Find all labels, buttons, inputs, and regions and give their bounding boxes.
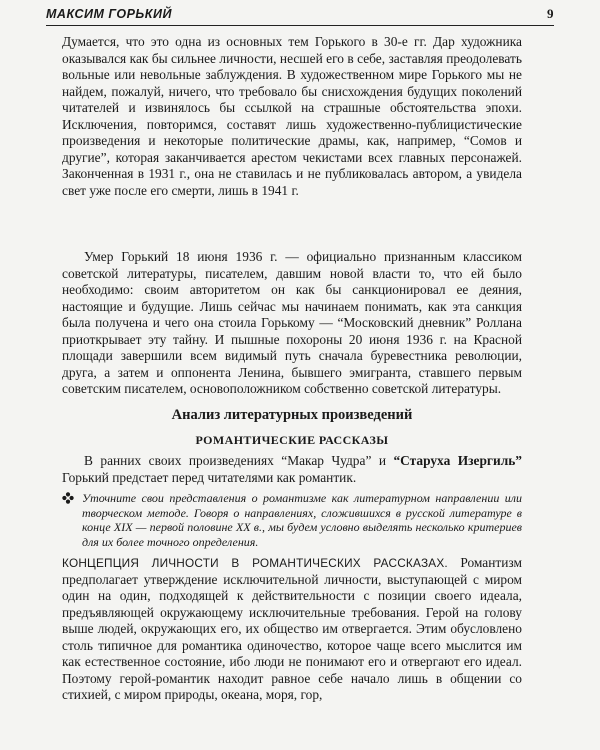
task-text: Уточните свои представления о романтизме как литературном направлении или творческом методе. Говоря о направлениях, сложившихся в русской литературе в конце XIX — первой половине XX в., мы будем условно выделять несколько критериев для их более точного определения.	[82, 491, 522, 549]
intro-text-after: Горький предстает перед читателями как романтик.	[62, 469, 357, 485]
section-title: Анализ литературных произведений	[171, 407, 413, 423]
concept-paragraph	[62, 555, 522, 704]
body-paragraph-2	[62, 249, 522, 398]
running-header-author: МАКСИМ ГОРЬКИЙ	[46, 7, 172, 21]
concept-lead-caps: КОНЦЕПЦИЯ ЛИЧНОСТИ В РОМАНТИЧЕСКИХ РАССКАЗАХ.	[62, 556, 448, 570]
subsection-title: РОМАНТИЧЕСКИЕ РАССКАЗЫ	[195, 433, 389, 447]
running-header	[46, 4, 554, 24]
header-rule	[46, 25, 554, 26]
concept-text: Романтизм предполагает утверждение исключительной личности, выступающей с миром один на один, подходящей к действительности с позиции своего идеала, предъявляющей окружающему исключительные требования. Герой на голову выше людей, окружающих его, их общество им отвергается. Этим обусловлено столь типичное для романтика одиночество, которое чаще всего мыслится им как естественное состояние, ибо люди не понимают его и отвергают его идеал. Поэтому герой-романтик находит равное себе начало лишь в общении со стихией, с миром природы, океана, моря, гор,	[62, 555, 522, 702]
intro-title-bold: “Старуха Изергиль”	[393, 453, 522, 468]
intro-text-before: В ранних своих произведениях “Макар Чудра” и	[84, 453, 394, 468]
page-number: 9	[547, 6, 554, 21]
paragraph-text: Умер Горький 18 июня 1936 г. — официально признанным классиком советской литературы, писателем, давшим новой власти то, что ей было необходимо: своим авторитетом он как бы санкционировал ее деяния, настоящие и будущие. Лишь сейчас мы начинаем понимать, как эта санкция была получена и чего она стоила Горькому — “Московский дневник” Роллана приоткрывает эту тайну. И пышные похороны 20 июня 1936 г. на Красной площади завершили всем видимый путь сначала буревестника революции, друга, а затем и оппонента Ленина, бывшего эмигранта, ставшего первым советским писателем, основоположником собственно советской литературы.	[62, 249, 522, 396]
flower-bullet-icon	[62, 492, 74, 504]
intro-paragraph	[62, 453, 522, 486]
body-paragraph-1	[62, 34, 522, 199]
task-block	[62, 491, 522, 549]
paragraph-text: Думается, что это одна из основных тем Горького в 30-е гг. Дар художника оказывался как бы сильнее личности, несшей его в себе, заставляя преодолевать вольные или невольные заблуждения. В художественном мире Горького мы не найдем, пожалуй, ничего, что требовало бы снисхождения будущих поколений читателей и извинялось бы ссылкой на страшные обстоятельства эпохи. Исключения, повторимся, составят лишь художественно-публицистические произведения и некоторые политические драмы, как, например, “Сомов и другие”, которая заканчивается арестом чекистами всех главных персонажей. Законченная в 1931 г., она не ставилась и не публиковалась автором, а увидела свет уже после его смерти, лишь в 1941 г.	[62, 34, 522, 198]
